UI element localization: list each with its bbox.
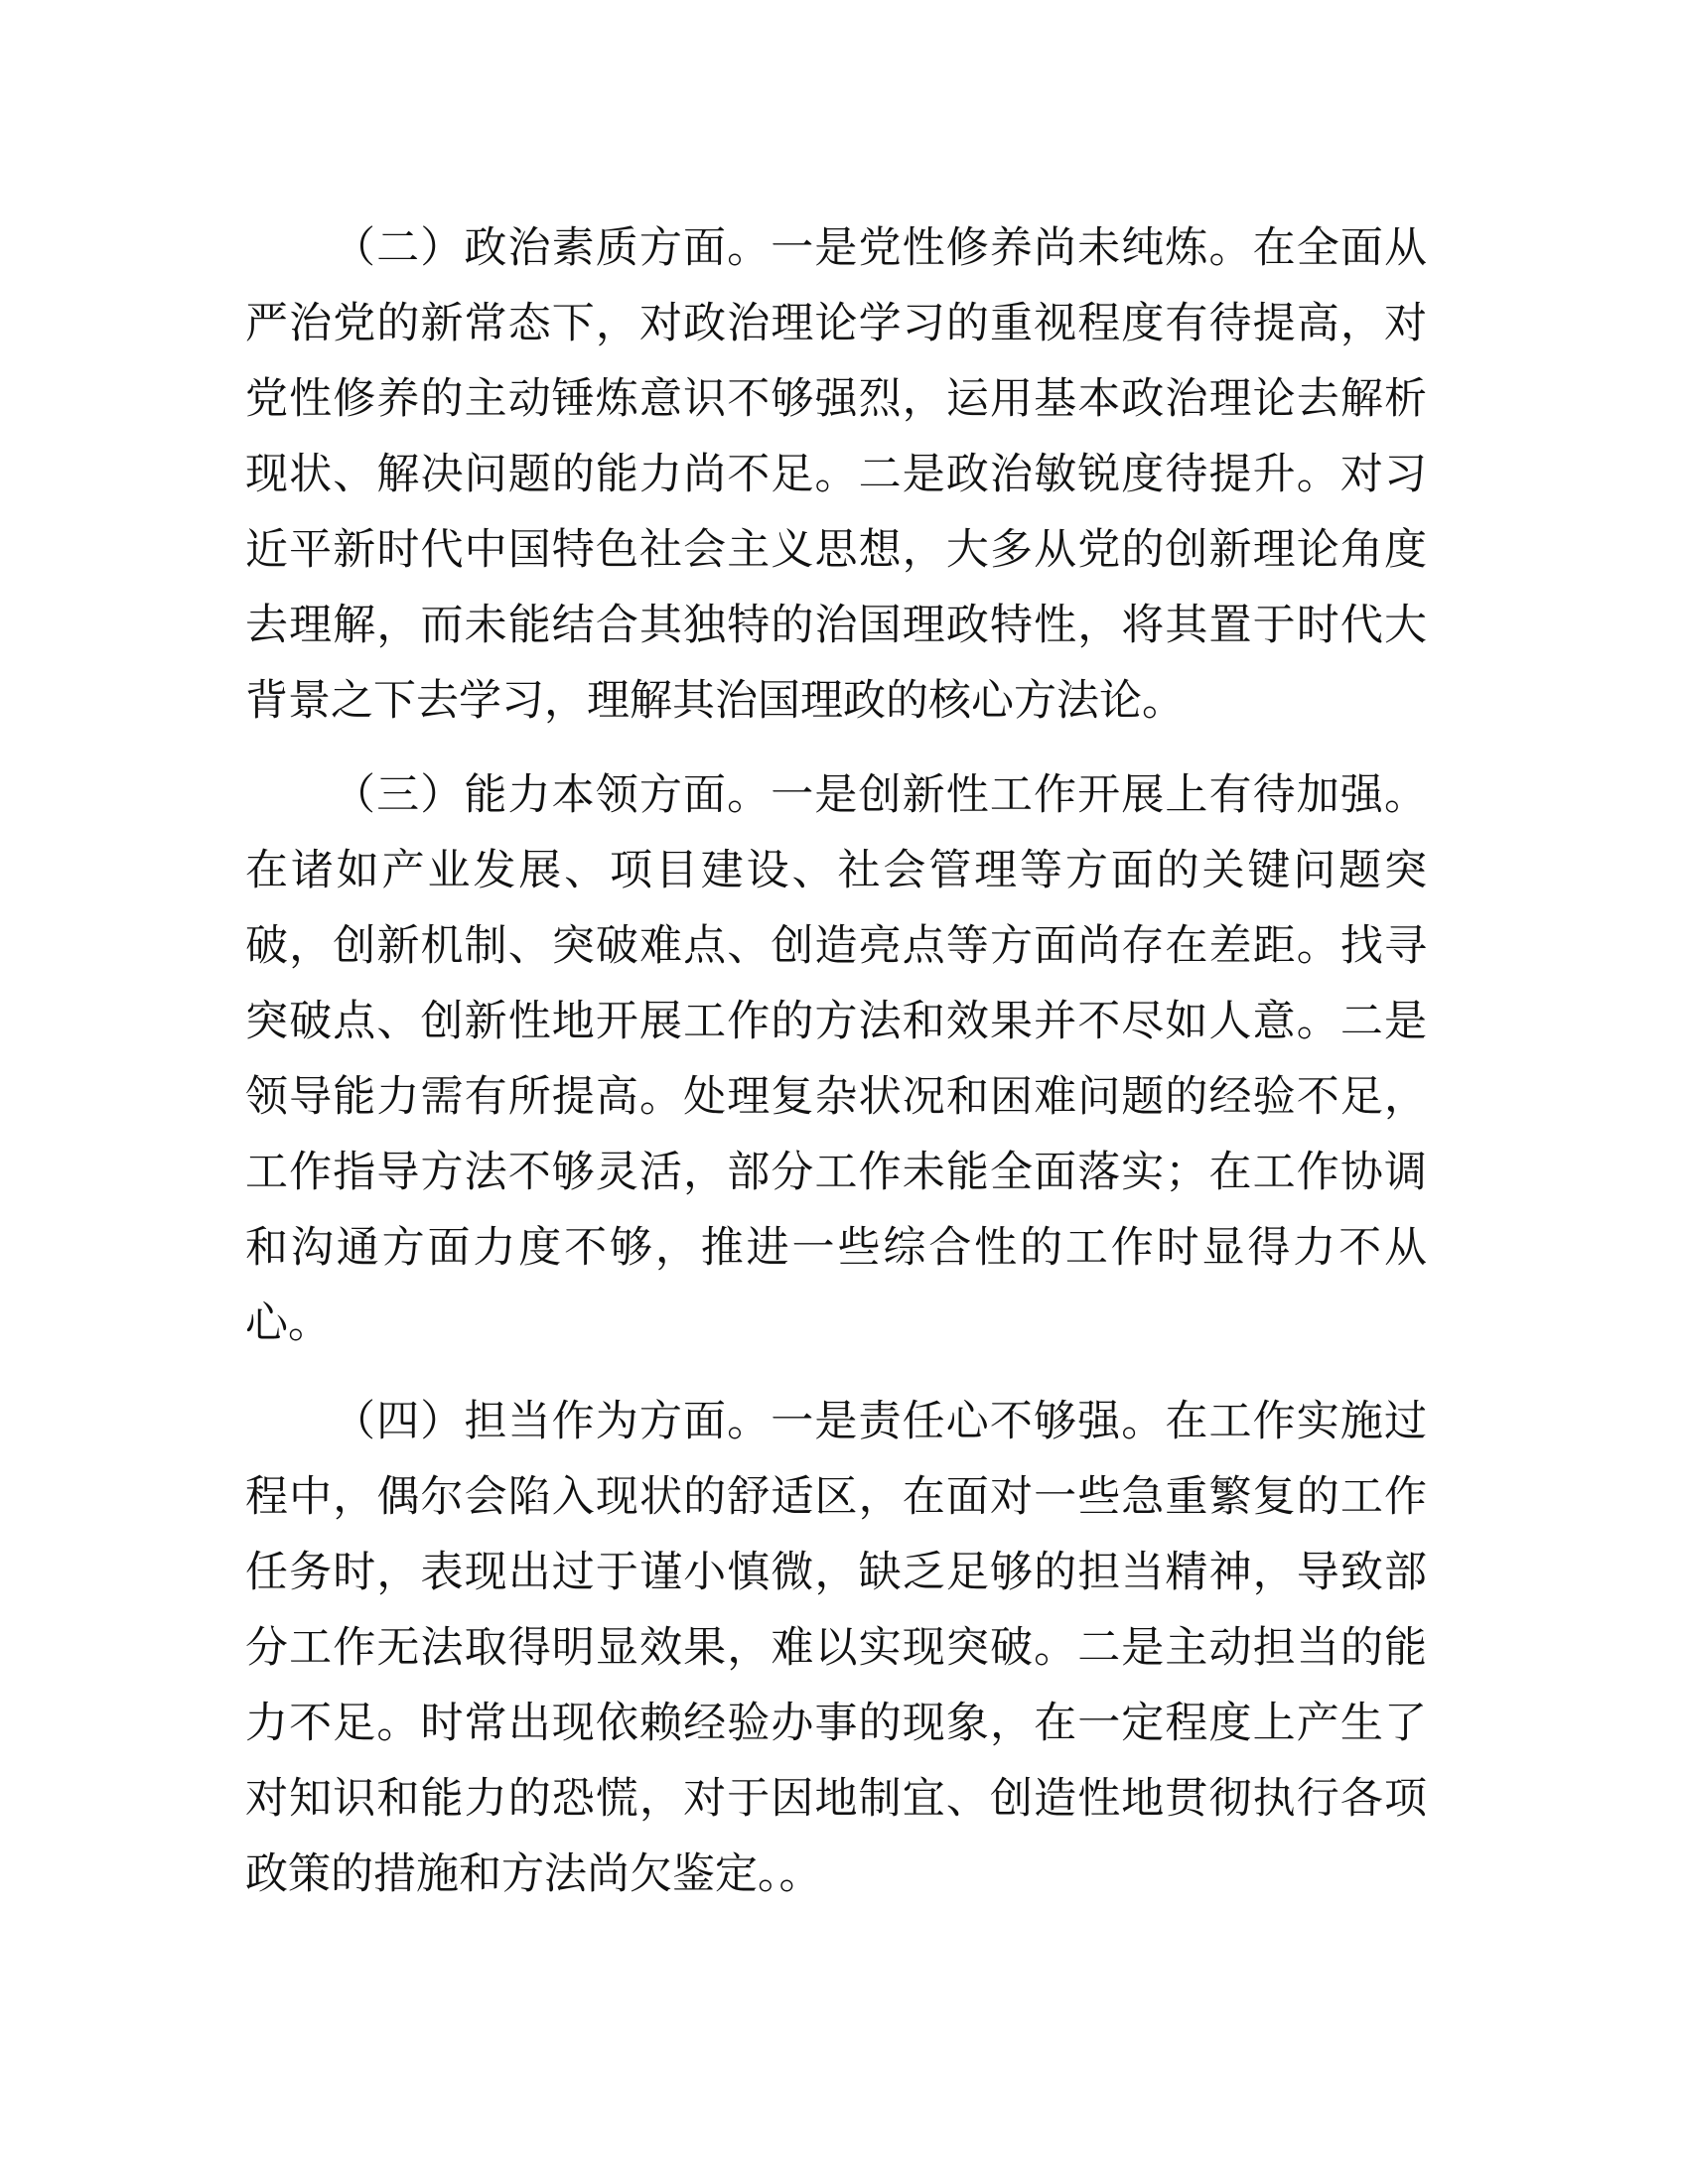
text-line: 力不足。时常出现依赖经验办事的现象，在一定程度上产生了 xyxy=(245,1699,1427,1748)
text-line: 任务时，表现出过于谨小慎微，缺乏足够的担当精神，导致部 xyxy=(245,1548,1427,1597)
paragraph-political-quality xyxy=(245,210,1427,739)
text-line: 严治党的新常态下，对政治理论学习的重视程度有待提高，对 xyxy=(245,299,1427,348)
paragraph-ability xyxy=(245,757,1427,1361)
text-line: 近平新时代中国特色社会主义思想，大多从党的创新理论角度 xyxy=(245,525,1427,575)
text-line: 政策的措施和方法尚欠鉴定。。 xyxy=(245,1849,822,1899)
text-line: 程中，偶尔会陷入现状的舒适区，在面对一些急重繁复的工作 xyxy=(245,1472,1427,1522)
text-line: 心。 xyxy=(245,1298,331,1348)
text-line: （四）担当作为方面。一是责任心不够强。在工作实施过 xyxy=(333,1397,1427,1446)
text-line: 突破点、创新性地开展工作的方法和效果并不尽如人意。二是 xyxy=(245,997,1427,1046)
text-line: 党性修养的主动锤炼意识不够强烈，运用基本政治理论去解析 xyxy=(245,374,1427,424)
text-line: 在诸如产业发展、项目建设、社会管理等方面的关键问题突 xyxy=(245,846,1427,895)
text-line: 工作指导方法不够灵活，部分工作未能全面落实；在工作协调 xyxy=(245,1148,1427,1197)
text-line: 对知识和能力的恐慌，对于因地制宜、创造性地贯彻执行各项 xyxy=(245,1774,1427,1824)
text-line: 分工作无法取得明显效果，难以实现突破。二是主动担当的能 xyxy=(245,1623,1427,1673)
text-line: 背景之下去学习，理解其治国理政的核心方法论。 xyxy=(245,676,1185,726)
text-line: （二）政治素质方面。一是党性修养尚未纯炼。在全面从 xyxy=(333,223,1427,273)
text-line: 领导能力需有所提高。处理复杂状况和困难问题的经验不足， xyxy=(245,1072,1427,1122)
text-line: （三）能力本领方面。一是创新性工作开展上有待加强。 xyxy=(333,770,1427,820)
text-line: 去理解，而未能结合其独特的治国理政特性，将其置于时代大 xyxy=(245,601,1427,650)
text-line: 现状、解决问题的能力尚不足。二是政治敏锐度待提升。对习 xyxy=(245,450,1427,499)
text-line: 和沟通方面力度不够，推进一些综合性的工作时显得力不从 xyxy=(245,1223,1427,1273)
paragraph-responsibility xyxy=(245,1384,1427,1912)
text-line: 破，创新机制、突破难点、创造亮点等方面尚存在差距。找寻 xyxy=(245,921,1427,971)
